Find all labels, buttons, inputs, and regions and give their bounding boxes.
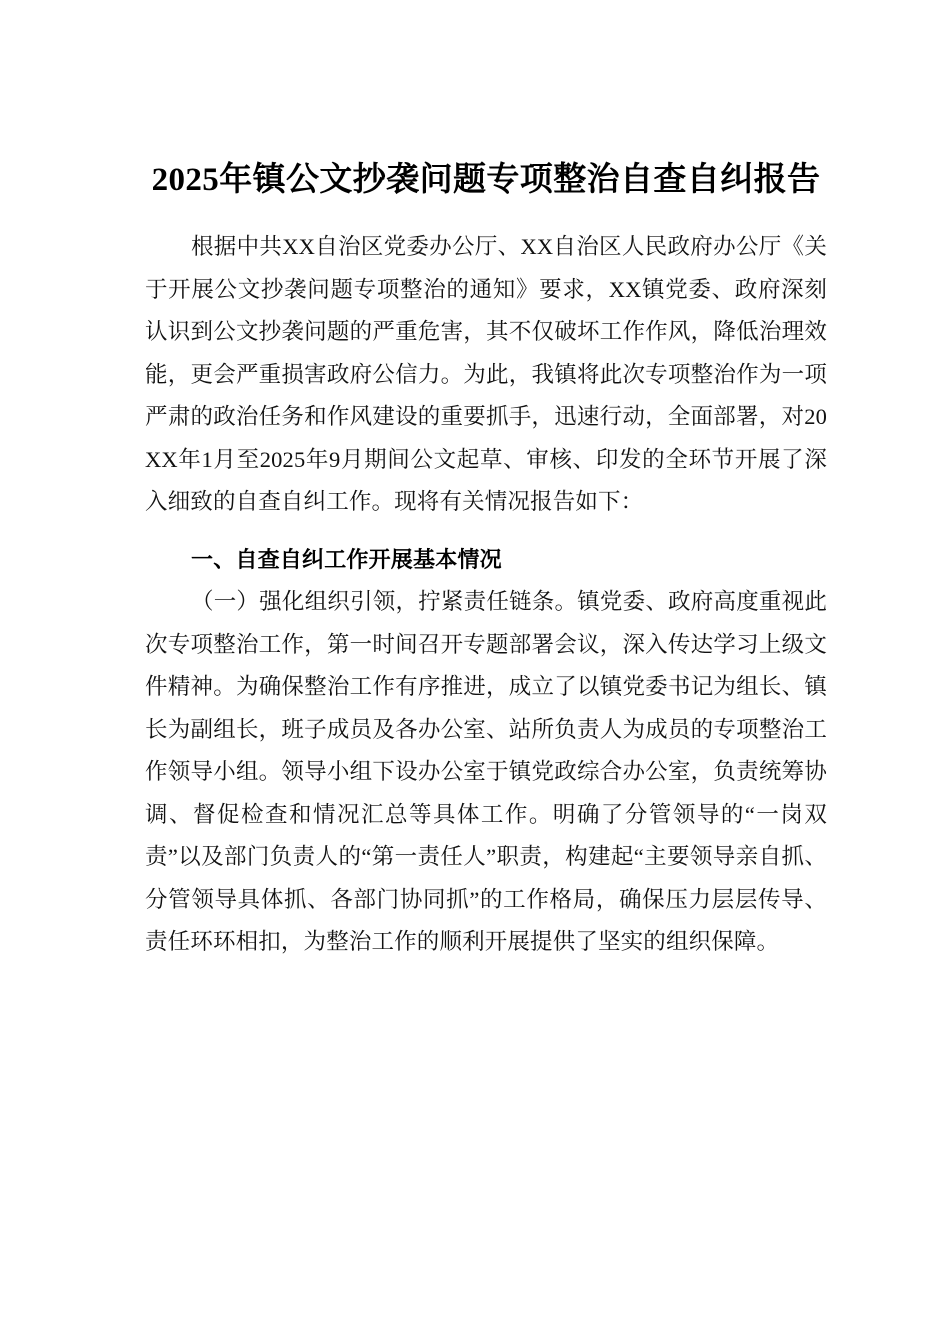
document-body <box>145 0 827 964</box>
intro-paragraph: 根据中共XX自治区党委办公厅、XX自治区人民政府办公厅《关于开展公文抄袭问题专项整治的通知》要求，XX镇党委、政府深刻认识到公文抄袭问题的严重危害，其不仅破坏工作作风，降低治理效能，更会严重损害政府公信力。为此，我镇将此次专项整治作为一项严肃的政治任务和作风建设的重要抓手，迅速行动，全面部署，对20XX年1月至2025年9月期间公文起草、审核、印发的全环节开展了深入细致的自查自纠工作。现将有关情况报告如下： <box>145 234 827 514</box>
subsection-paragraph-1: （一）强化组织引领，拧紧责任链条。镇党委、政府高度重视此次专项整治工作，第一时间召开专题部署会议，深入传达学习上级文件精神。为确保整治工作有序推进，成立了以镇党委书记为组长、镇长为副组长，班子成员及各办公室、站所负责人为成员的专项整治工作领导小组。领导小组下设办公室于镇党政综合办公室，负责统筹协调、督促检查和情况汇总等具体工作。明确了分管领导的“一岗双责”以及部门负责人的“第一责任人”职责，构建起“主要领导亲自抓、分管领导具体抓、各部门协同抓”的工作格局，确保压力层层传导、责任环环相扣，为整治工作的顺利开展提供了坚实的组织保障。 <box>145 589 827 954</box>
section-heading-1: 一、自查自纠工作开展基本情况 <box>191 546 502 572</box>
page-title: 2025年镇公文抄袭问题专项整治自查自纠报告 <box>151 162 821 198</box>
